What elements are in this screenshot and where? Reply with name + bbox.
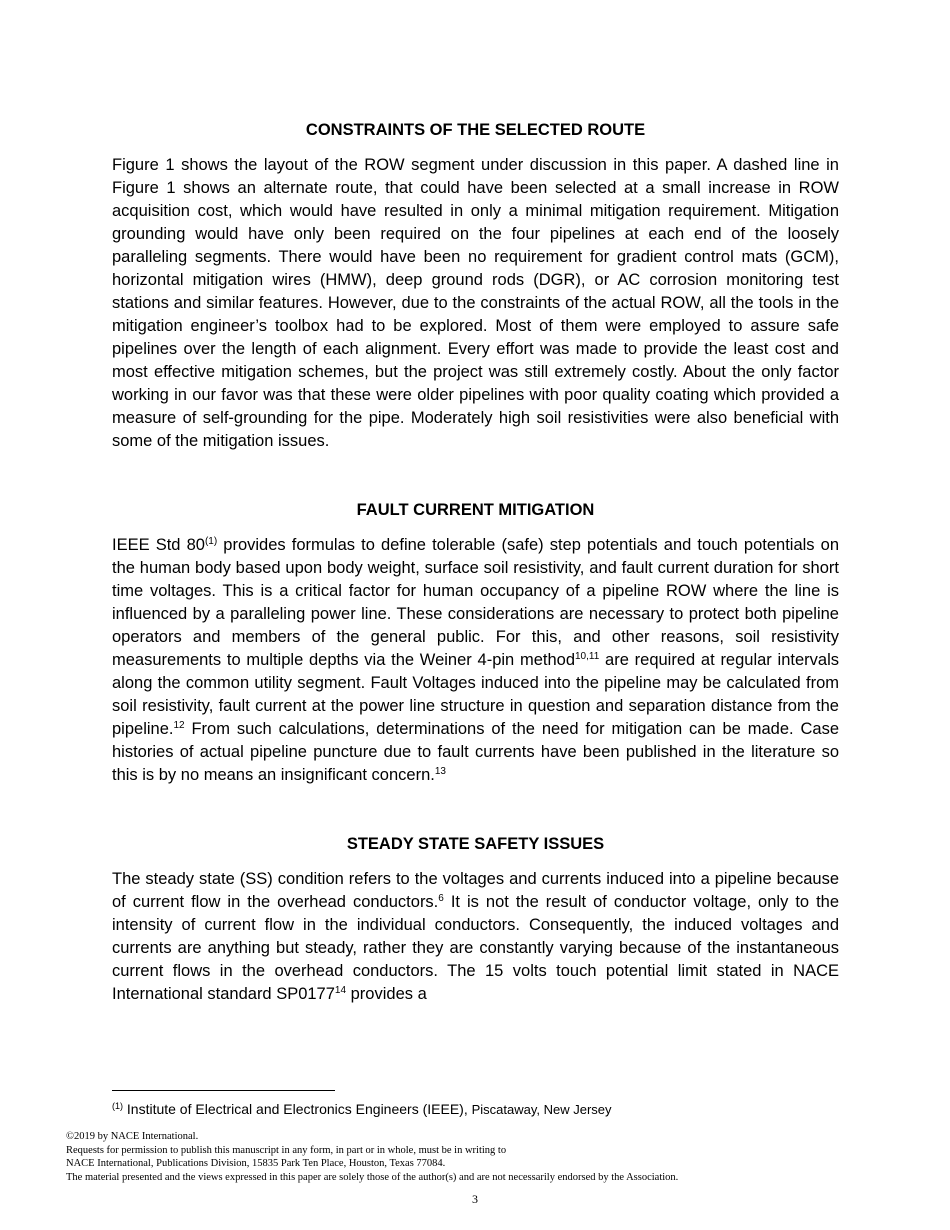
section-body-constraints: Figure 1 shows the layout of the ROW segment under discussion in this paper. A dashed line in Figure 1 shows an alternate route, that could have been selected at a small increase in ROW acquisition cost, which would have resulted in only a minimal mitigation requirement. Mitigation grounding would have only been required on the four pipelines at each end of the loosely paralleling segments. There would have been no requirement for gradient control mats (GCM), horizontal mitigation wires (HMW), deep ground rods (DGR), or AC corrosion monitoring test stations and similar features. However, due to the constraints of the actual ROW, all the tools in the mitigation engineer’s toolbox had to be explored. Most of them were employed to assure safe pipelines over the length of each alignment. Every effort was made to provide the least cost and most effective mitigation schemes, but the project was still extremely costly. About the only factor working in our favor was that these were older pipelines with poor quality coating which provided a measure of self-grounding for the pipe. Moderately high soil resistivities were also beneficial with some of the mitigation issues.: [112, 156, 839, 450]
citation-sup: 10,11: [575, 651, 600, 662]
text-run: From such calculations, determinations of the need for mitigation can be made. Case histories of actual pipeline puncture due to fault currents have been published in the literature so this is by no means an insignificant concern.: [112, 720, 839, 784]
citation-sup: 13: [434, 766, 446, 777]
text-run: IEEE Std 80: [112, 536, 205, 554]
text-run: The steady state (SS) condition refers to the voltages and currents induced into a pipeline because of current flow in the overhead conductors.: [112, 870, 839, 911]
legal-line: NACE International, Publications Division, 15835 Park Ten Place, Houston, Texas 77084.: [66, 1158, 446, 1169]
section-body-fault-current: [112, 534, 839, 787]
footnote-marker: (1): [112, 1101, 123, 1111]
section-heading-steady-state: STEADY STATE SAFETY ISSUES: [346, 835, 605, 853]
citation-sup: 14: [334, 985, 347, 996]
footnote-text: Institute of Electrical and Electronics Engineers (IEEE),: [123, 1101, 472, 1117]
legal-line: The material presented and the views expressed in this paper are solely those of the author(s) and are not necessarily endorsed by the Association.: [66, 1171, 679, 1183]
text-run: It is not the result of conductor voltage, only to the intensity of current flow in the individual conductors. Consequently, the induced voltages and currents are anything but steady, rather they are constantly varying because of the instantaneous current flows in the overhead conductors. The 15 volts touch potential limit stated in NACE International standard SP0177: [112, 893, 840, 1003]
main-content: [112, 119, 839, 1006]
citation-sup: 6: [438, 893, 444, 904]
text-run: are required at regular intervals along the common utility segment. Fault Voltages induced into the pipeline may be calculated from soil resistivity, fault current at the power line structure in question and separation distance from the pipeline.: [112, 651, 839, 738]
copyright-notice: [66, 1130, 678, 1184]
text-run: provides a: [346, 985, 427, 1003]
text-run: provides formulas to define tolerable (safe) step potentials and touch potentials on the human body based upon body weight, surface soil resistivity, and fault current duration for short time voltages. This is a critical factor for human occupancy of a pipeline ROW where the line is influenced by a paralleling power line. These considerations are necessary to protect both pipeline operators and members of the general public. For this, and other reasons, soil resistivity measurements to multiple depths via the Weiner 4-pin method: [112, 536, 839, 669]
footnote: [112, 1100, 612, 1119]
citation-sup: (1): [204, 536, 218, 547]
section-heading-constraints: CONSTRAINTS OF THE SELECTED ROUTE: [305, 121, 646, 139]
legal-line: ©2019 by NACE International.: [66, 1131, 199, 1142]
citation-sup: 12: [173, 720, 185, 731]
legal-line: Requests for permission to publish this manuscript in any form, in part or in whole, must be in writing to: [66, 1144, 507, 1156]
footnote-divider: [112, 1090, 335, 1091]
footnote-location: Piscataway, New Jersey: [471, 1102, 612, 1117]
section-heading-fault-current: FAULT CURRENT MITIGATION: [356, 501, 595, 519]
section-body-steady-state: [112, 868, 839, 1006]
page-number: 3: [472, 1192, 478, 1206]
